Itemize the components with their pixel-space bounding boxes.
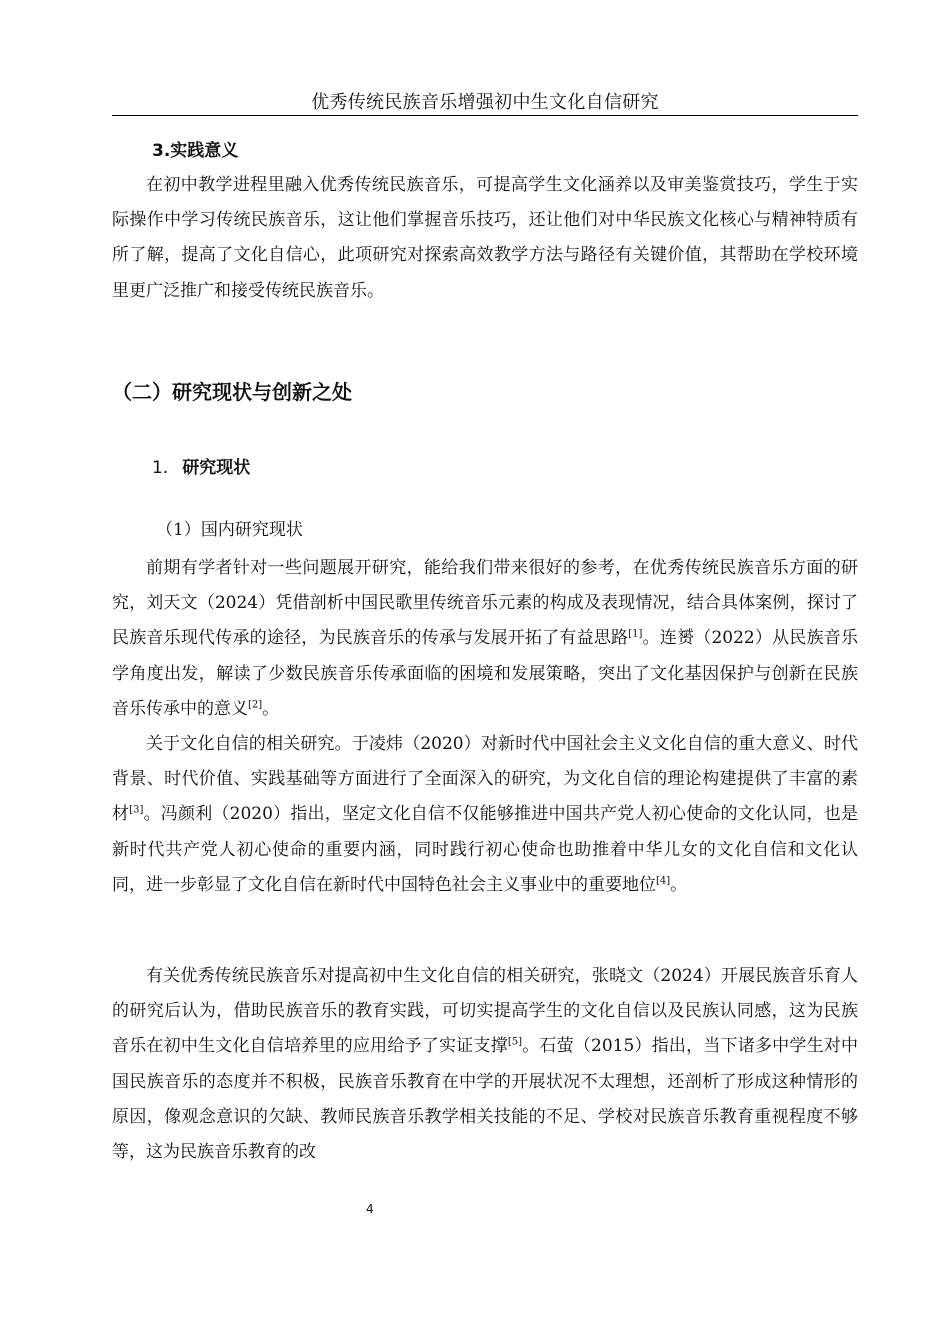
research-status-heading: （二）研究现状与创新之处: [112, 380, 352, 404]
paragraph-text: 有关优秀传统民族音乐对提高初中生文化自信的相关研究，张晓文（2024）开展民族音乐育人的研究后认为，借助民族音乐的教育实践，可切实提高学生的文化自信以及民族认同感，这为民族音乐在初中生文化自信培养里的应用给予了实证支撑: [112, 966, 858, 1057]
paragraph-cultural-confidence: [112, 727, 858, 903]
paragraph-text: 关于文化自信的相关研究。于凌炜（2020）对新时代中国社会主义文化自信的重大意义、时代背景、时代价值、实践基础等方面进行了全面深入的研究，为文化自信的理论构建提供了丰富的素材: [112, 734, 858, 825]
paragraph-traditional-music: [112, 551, 858, 727]
paragraph-music-and-confidence: [112, 959, 858, 1170]
practice-significance-paragraph: 在初中教学进程里融入优秀传统民族音乐，可提高学生文化涵养以及审美鉴赏技巧，学生于实际操作中学习传统民族音乐，这让他们掌握音乐技巧，还让他们对中华民族文化核心与精神特质有所了解，提高了文化自信心，此项研究对探索高效教学方法与路径有关键价值，其帮助在学校环境里更广泛推广和接受传统民族音乐。: [112, 175, 858, 301]
research-status-subheading: [152, 455, 250, 481]
practice-significance-heading: 3.实践意义: [152, 141, 239, 161]
subheading-number: 1.: [152, 458, 169, 478]
citation-ref: [3]: [129, 804, 144, 816]
citation-ref: [1]: [628, 628, 643, 640]
domestic-research-subheading: （1）国内研究现状: [156, 520, 303, 540]
citation-ref: [2]: [248, 699, 263, 711]
header-divider: [112, 115, 858, 116]
paragraph-text: 。: [262, 698, 280, 719]
paragraph-text: 。连赟（2022）从民族音乐学角度出发，解读了少数民族音乐传承面临的困境和发展策略，突出了文化基因保护与创新在民族音乐传承中的意义: [112, 628, 858, 719]
running-header: 优秀传统民族音乐增强初中生文化自信研究: [311, 92, 659, 113]
paragraph-text: 。冯颜利（2020）指出，坚定文化自信不仅能够推进中国共产党人初心使命的文化认同，也是新时代共产党人初心使命的重要内涵，同时践行初心使命也助推着中华儿女的文化自信和文化认同，进一步彰显了文化自信在新时代中国特色社会主义事业中的重要地位: [112, 804, 859, 895]
subheading-title: 研究现状: [182, 458, 251, 478]
paragraph-text: 。石萤（2015）指出，当下诸多中学生对中国民族音乐的态度并不积极，民族音乐教育在中学的开展状况不太理想，还剖析了形成这种情形的原因，像观念意识的欠缺、教师民族音乐教学相关技能的不足、学校对民族音乐教育重视程度不够等，这为民族音乐教育的改: [112, 1036, 859, 1163]
paragraph-text: 。: [670, 874, 688, 895]
citation-ref: [4]: [656, 875, 671, 887]
paragraph-text: 前期有学者针对一些问题展开研究，能给我们带来很好的参考，在优秀传统民族音乐方面的研究，刘天文（2024）凭借剖析中国民歌里传统音乐元素的构成及表现情况，结合具体案例，探讨了民族音乐现代传承的途径，为民族音乐的传承与发展开拓了有益思路: [112, 558, 858, 649]
citation-ref: [5]: [507, 1036, 522, 1048]
page-number: 4: [366, 1202, 374, 1216]
